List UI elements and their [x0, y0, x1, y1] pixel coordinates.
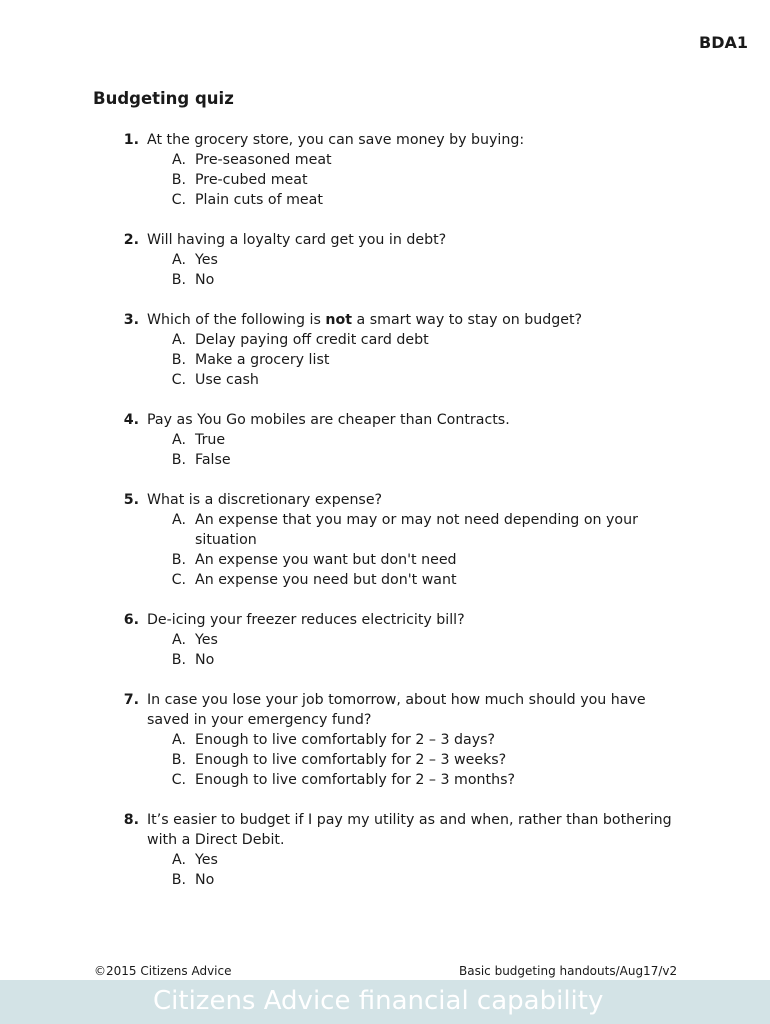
- question-text: Pay as You Go mobiles are cheaper than Contracts.: [147, 412, 510, 428]
- option-b: B. No: [171, 272, 215, 288]
- question-text: De-icing your freezer reduces electricity bill?: [147, 612, 465, 628]
- option-b: B. Enough to live comfortably for 2 – 3 weeks?: [171, 752, 507, 768]
- option-b: B. An expense you want but don't need: [171, 552, 457, 568]
- handout-reference: Basic budgeting handouts/Aug17/v2: [459, 964, 678, 978]
- quiz-list: [93, 130, 693, 910]
- option-a: A. Delay paying off credit card debt: [172, 332, 429, 348]
- option-b: B. False: [171, 452, 231, 468]
- question-number: 2.: [123, 232, 139, 248]
- option-c: C. An expense you need but don't want: [171, 572, 457, 588]
- question-2: [93, 230, 693, 290]
- option-a: A. An expense that you may or may not need depending on your situation: [172, 512, 638, 548]
- option-c: C. Enough to live comfortably for 2 – 3 months?: [171, 772, 515, 788]
- page-title: Budgeting quiz: [93, 89, 234, 108]
- question-number: 4.: [123, 412, 139, 428]
- question-6: [93, 610, 693, 670]
- option-a: A. Yes: [172, 252, 218, 268]
- document-code: BDA1: [699, 33, 748, 52]
- banner-text: Citizens Advice financial capability: [153, 986, 604, 1016]
- option-c: C. Use cash: [171, 372, 259, 388]
- question-text: At the grocery store, you can save money by buying:: [147, 132, 525, 148]
- option-b: B. Make a grocery list: [171, 352, 330, 368]
- question-4: [93, 410, 693, 470]
- question-3: [93, 310, 693, 390]
- question-text: In case you lose your job tomorrow, about how much should you have saved in your emergency fund?: [147, 692, 646, 728]
- option-a: A. True: [172, 432, 226, 448]
- option-b: B. No: [171, 652, 215, 668]
- copyright-text: ©2015 Citizens Advice: [94, 964, 232, 978]
- question-1: [93, 130, 693, 210]
- question-number: 1.: [123, 132, 139, 148]
- option-a: A. Pre-seasoned meat: [172, 152, 332, 168]
- question-7: [93, 690, 693, 790]
- question-text: Which of the following is not a smart way to stay on budget?: [147, 312, 583, 328]
- option-a: A. Yes: [172, 632, 218, 648]
- question-number: 7.: [123, 692, 139, 708]
- option-b: B. Pre-cubed meat: [171, 172, 308, 188]
- question-text: Will having a loyalty card get you in debt?: [147, 232, 447, 248]
- option-a: A. Yes: [172, 852, 218, 868]
- question-number: 5.: [123, 492, 139, 508]
- question-number: 8.: [123, 812, 139, 828]
- option-b: B. No: [171, 872, 215, 888]
- option-a: A. Enough to live comfortably for 2 – 3 days?: [172, 732, 496, 748]
- question-text: It’s easier to budget if I pay my utility as and when, rather than bothering with a Direct Debit.: [147, 812, 672, 848]
- question-5: [93, 490, 693, 590]
- question-text: What is a discretionary expense?: [147, 492, 383, 508]
- emphasis-not: not: [325, 312, 353, 328]
- footer-banner: [0, 980, 770, 1024]
- question-8: [93, 810, 693, 890]
- option-c: C. Plain cuts of meat: [171, 192, 323, 208]
- question-number: 3.: [123, 312, 139, 328]
- question-number: 6.: [123, 612, 139, 628]
